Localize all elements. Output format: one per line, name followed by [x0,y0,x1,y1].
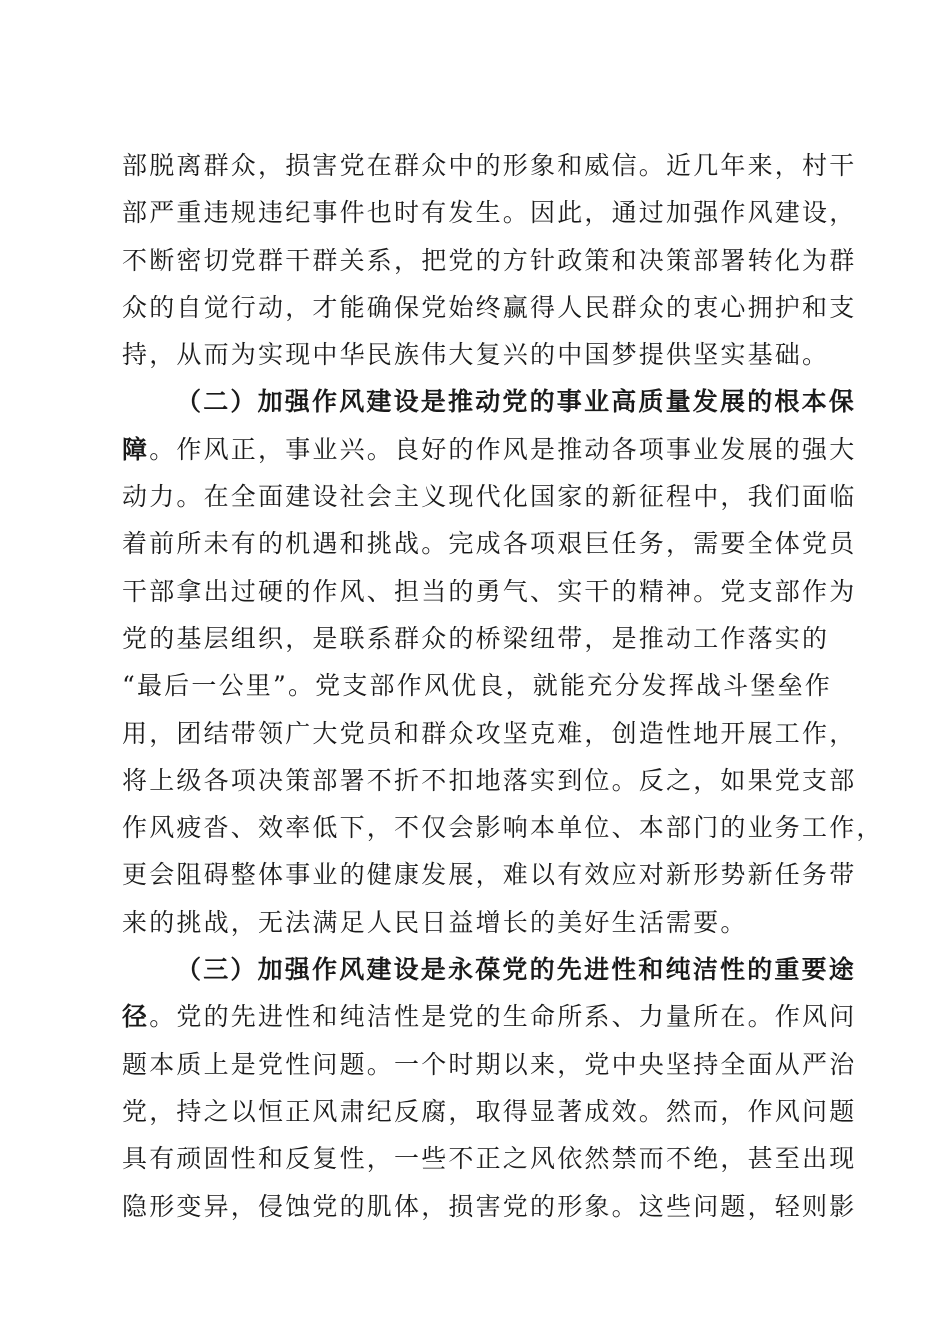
text-line [122,1088,857,1135]
text-line [122,237,857,284]
text-line [122,142,857,189]
line-text: 不断密切党群干群关系，把党的方针政策和决策部署转化为群 [122,245,857,275]
text-line [122,851,857,898]
line-text: 动力。在全面建设社会主义现代化国家的新征程中，我们面临 [122,482,857,512]
line-text: 部脱离群众，损害党在群众中的形象和威信。近几年来，村干 [122,151,857,180]
section-heading: 径 [122,1002,150,1032]
line-text: 来的挑战，无法满足人民日益增长的美好生活需要。 [122,907,748,937]
document-body [122,142,884,1230]
text-line [122,615,832,662]
line-text: 作风疲沓、效率低下，不仅会影响本单位、本部门的业务工作， [122,813,884,843]
line-text: 用，团结带领广大党员和群众攻坚克难，创造性地开展工作， [122,718,857,748]
text-line [122,284,857,331]
line-text: 题本质上是党性问题。一个时期以来，党中央坚持全面从严治 [122,1049,857,1079]
text-line [122,426,857,473]
line-text: 着前所未有的机遇和挑战。完成各项艰巨任务，需要全体党员 [122,529,857,559]
line-text: 具有顽固性和反复性，一些不正之风依然禁而不绝，甚至出现 [122,1144,857,1174]
section-heading: （三）加强作风建设是永葆党的先进性和纯洁性的重要途 [176,955,857,985]
text-line [122,757,857,804]
line-text: 更会阻碍整体事业的健康发展，难以有效应对新形势新任务带 [122,860,857,890]
line-text: 部严重违规违纪事件也时有发生。因此，通过加强作风建设， [122,198,857,228]
line-text: 众的自觉行动，才能确保党始终赢得人民群众的衷心拥护和支 [122,292,857,322]
line-text: 。党的先进性和纯洁性是党的生命所系、力量所在。作风问 [149,1002,857,1032]
text-line [122,189,857,236]
text-line [122,946,857,993]
line-text: 隐形变异，侵蚀党的肌体，损害党的形象。这些问题，轻则影 [122,1191,857,1221]
text-line [122,520,857,567]
line-text: “最后一公里”。党支部作风优良，就能充分发挥战斗堡垒作 [122,671,832,701]
line-text: 将上级各项决策部署不折不扣地落实到位。反之，如果党支部 [122,765,857,795]
line-text: 持，从而为实现中华民族伟大复兴的中国梦提供坚实基础。 [122,340,830,370]
text-line [122,662,832,709]
text-line [122,473,857,520]
text-line [122,568,857,615]
text-line [122,378,857,425]
text-line [122,804,884,851]
text-line [122,1041,857,1088]
text-line [122,331,832,378]
text-line [122,993,857,1040]
text-line [122,710,857,757]
line-text: 党，持之以恒正风肃纪反腐，取得显著成效。然而，作风问题 [122,1096,857,1126]
section-heading: （二）加强作风建设是推动党的事业高质量发展的根本保 [176,387,857,417]
text-line [122,1135,857,1182]
text-line [122,899,832,946]
line-text: 干部拿出过硬的作风、担当的勇气、实干的精神。党支部作为 [122,576,857,606]
section-heading: 障 [122,434,150,464]
line-text: 党的基层组织，是联系群众的桥梁纽带，是推动工作落实的 [122,623,830,653]
line-text: 。作风正，事业兴。良好的作风是推动各项事业发展的强大 [149,434,857,464]
text-line [122,1183,857,1230]
